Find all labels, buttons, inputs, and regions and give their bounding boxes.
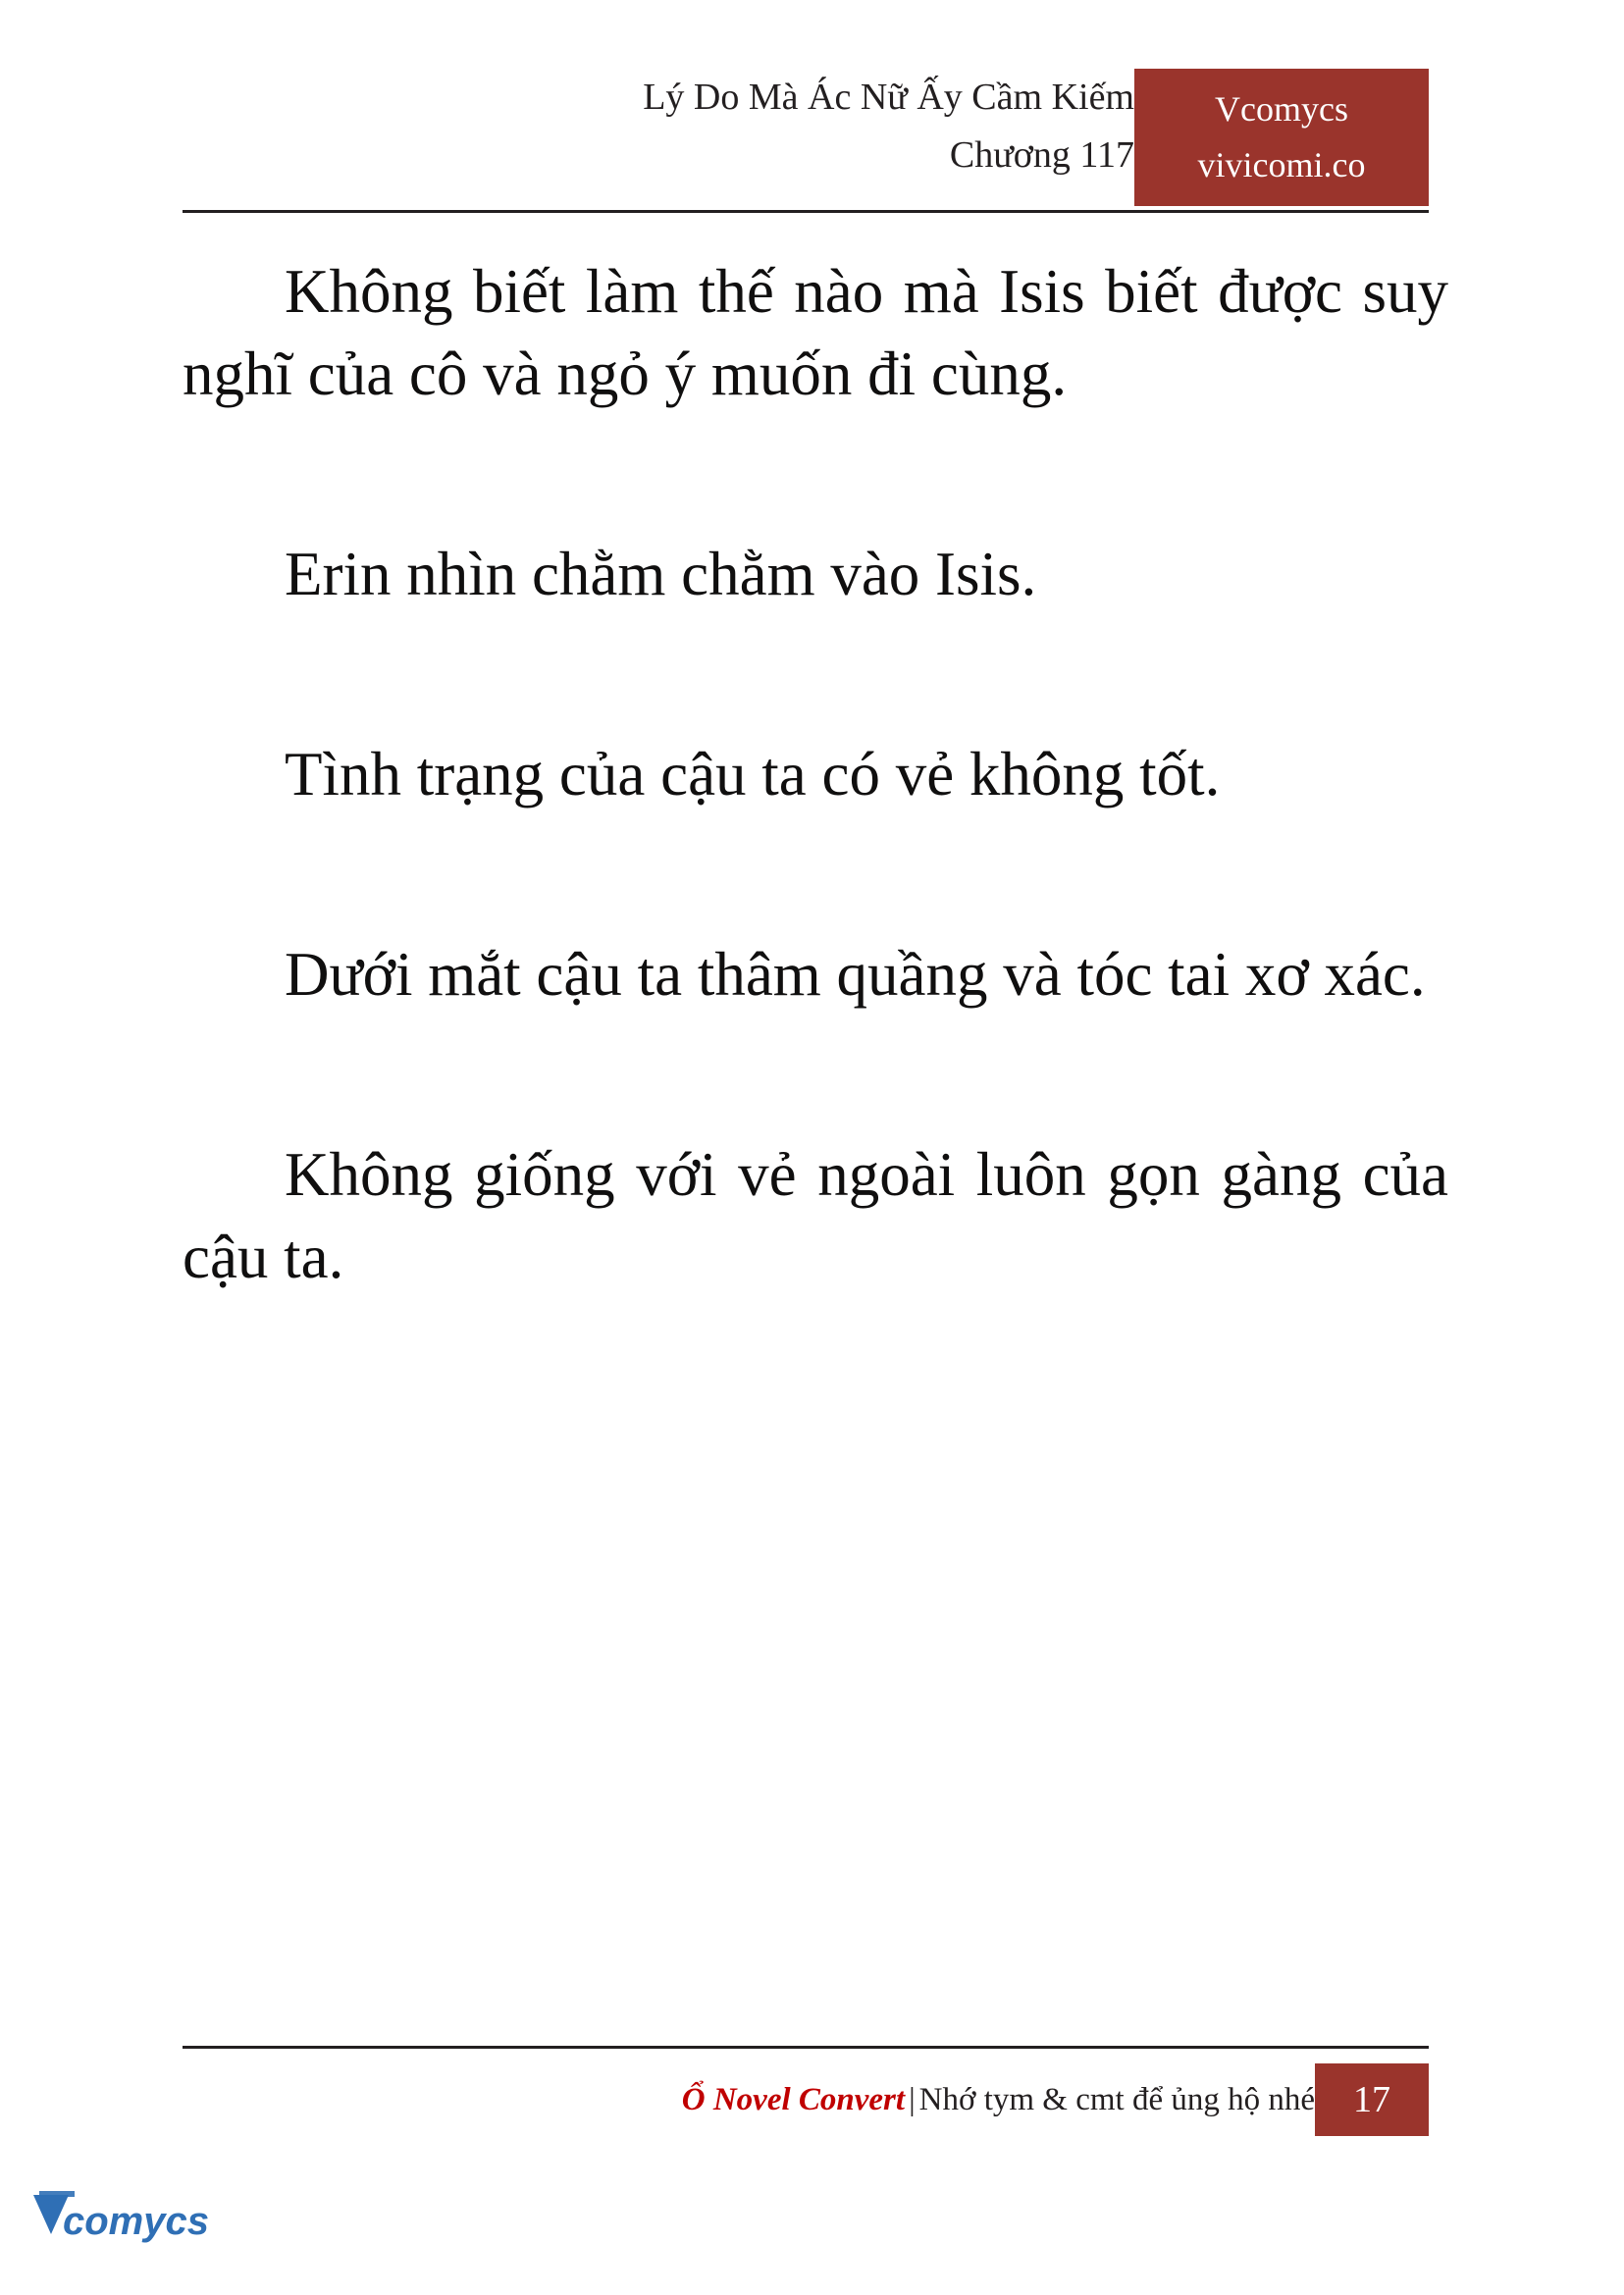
site-badge-name: Vcomycs: [1215, 89, 1348, 129]
header-chapter-label: Chương 117: [949, 134, 1134, 176]
footer-credit: [682, 2069, 1315, 2130]
paragraph: Không biết làm thế nào mà Isis biết được suy nghĩ của cô và ngỏ ý muốn đi cùng.: [183, 257, 1448, 408]
header-title-line1: Lý Do Mà Ác Nữ Ấy Cầm Kiếm: [643, 77, 1134, 118]
footer-separator: |: [909, 2082, 916, 2117]
svg-text:comycs: comycs: [63, 2200, 209, 2243]
vcomycs-watermark-logo: [29, 2183, 275, 2271]
footer-content: [183, 2069, 1429, 2130]
site-badge: [1134, 69, 1429, 206]
header-title: [251, 69, 1134, 184]
site-badge-url: vivicomi.co: [1197, 145, 1366, 184]
page-footer: [183, 2046, 1429, 2134]
header-divider: [183, 210, 1429, 213]
paragraph: Không giống với vẻ ngoài luôn gọn gàng của cậu ta.: [183, 1140, 1448, 1291]
paragraph: Dưới mắt cậu ta thâm quầng và tóc tai xơ xác.: [285, 940, 1426, 1009]
footer-divider: [183, 2046, 1429, 2049]
page-number-badge: 17: [1315, 2063, 1429, 2136]
page-header: [183, 69, 1429, 211]
footer-brand: Ổ Novel Convert: [681, 2082, 906, 2117]
paragraph: Erin nhìn chằm chằm vào Isis.: [285, 540, 1037, 608]
page-content: [183, 250, 1448, 1298]
paragraph: Tình trạng của cậu ta có vẻ không tốt.: [285, 740, 1221, 808]
footer-note: Nhớ tym & cmt để ủng hộ nhé: [918, 2082, 1315, 2117]
